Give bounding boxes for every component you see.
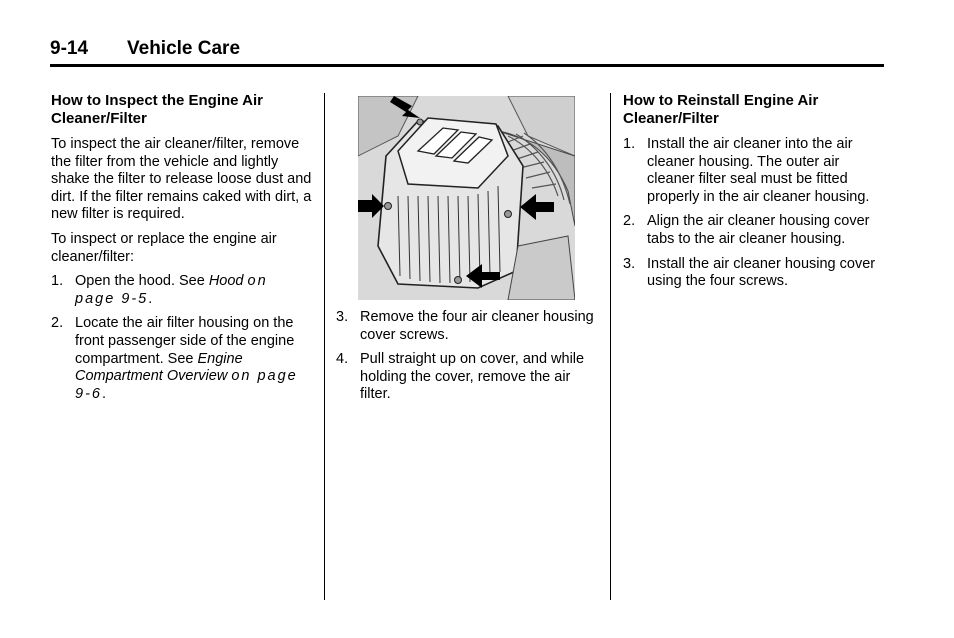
step-text: Align the air cleaner housing cover tabs to the air cleaner housing. [647, 213, 870, 247]
step-number: 3. [623, 255, 636, 272]
list-item [623, 256, 885, 291]
page-number: 9-14 [50, 38, 89, 59]
reinstall-steps [623, 136, 885, 291]
header-rule [50, 64, 884, 67]
column-reinstall [623, 92, 885, 298]
inspect-steps [51, 273, 313, 403]
list-item [336, 309, 598, 344]
list-item: 2. Locate the air filter housing on the front passenger side of the engine compartment. See Engine Compartment Overview on page 9-6. [51, 315, 298, 402]
step-text: Install the air cleaner into the air cleaner housing. The outer air cleaner filter seal must be fitted properly in the air cleaner housing. [647, 136, 870, 205]
step-text: Remove the four air cleaner housing cover screws. [360, 309, 594, 343]
step-number: 2. [51, 315, 64, 332]
column-inspect [51, 92, 313, 410]
list-item [336, 351, 598, 404]
column-divider-1 [324, 93, 325, 600]
heading-inspect: How to Inspect the Engine Air Cleaner/Filter [51, 92, 263, 127]
step-text: Pull straight up on cover, and while holding the cover, remove the air filter. [360, 351, 585, 403]
heading-reinstall: How to Reinstall Engine Air Cleaner/Filter [623, 92, 819, 127]
step-number: 1. [623, 136, 636, 152]
inspect-intro: To inspect or replace the engine air cleaner/filter: [51, 230, 277, 265]
step-number: 1. [51, 273, 64, 290]
step-number: 3. [336, 309, 349, 325]
step-text: Install the air cleaner housing cover using the four screws. [647, 255, 876, 290]
list-item [623, 136, 885, 206]
page-header [50, 38, 884, 68]
column-divider-2 [610, 93, 611, 600]
engine-compartment-link[interactable]: Engine Compartment Overview on page 9-6 [75, 350, 298, 402]
step-number: 2. [623, 213, 636, 230]
hood-link[interactable]: Hood on page 9-5 [75, 273, 268, 307]
remove-steps [336, 309, 598, 404]
engine-air-cleaner-housing-illustration [358, 96, 575, 300]
step-number: 4. [336, 351, 349, 368]
list-item [623, 213, 885, 248]
list-item: 1. Open the hood. See Hood on page 9-5. [51, 273, 268, 307]
section-title: Vehicle Care [127, 38, 241, 59]
column-remove [336, 92, 598, 411]
step-text: Locate the air filter housing on the front passenger side of the engine compartment. See [75, 315, 295, 367]
step-text: Open the hood. See [75, 273, 209, 290]
inspect-paragraph: To inspect the air cleaner/filter, remove the filter from the vehicle and lightly shake the filter to release loose dust and dirt. If the filter remains caked with dirt, a new filter is required. [51, 136, 312, 223]
